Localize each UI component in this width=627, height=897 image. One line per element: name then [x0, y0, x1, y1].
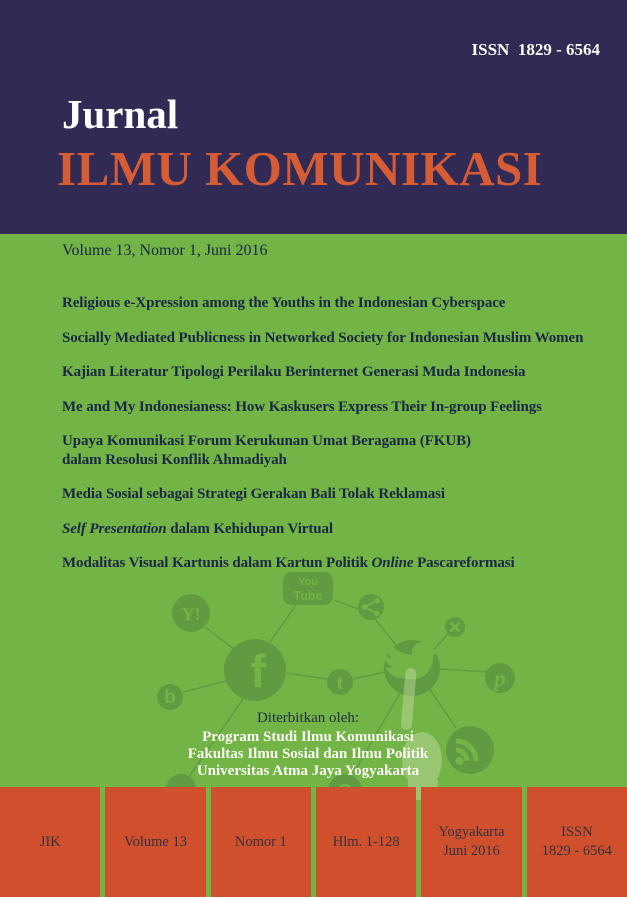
- article-title-text: Me and My Indonesianess: How Kaskusers Express Their In-group Feelings: [62, 398, 542, 415]
- article-title-text: dalam Kehidupan Virtual: [166, 520, 333, 537]
- footer-cell-line: Juni 2016: [443, 843, 500, 859]
- footer-cell-line: Yogyakarta: [438, 824, 505, 840]
- svg-text:t: t: [336, 670, 344, 694]
- svg-text:f: f: [250, 645, 266, 697]
- twitter-icon: [327, 669, 353, 695]
- article-title: [62, 398, 622, 417]
- footer-cell: [0, 787, 100, 897]
- article-title-text: Socially Mediated Publicness in Networked Society for Indonesian Muslim Women: [62, 329, 584, 346]
- svg-text:Y!: Y!: [181, 604, 201, 624]
- article-title-text: Religious e-Xpression among the Youths in the Indonesian Cyberspace: [62, 295, 506, 311]
- article-title-text: Modalitas Visual Kartunis dalam Kartun Politik: [62, 555, 372, 571]
- footer-cell: [211, 787, 311, 897]
- svg-text:p: p: [494, 666, 506, 691]
- article-title: [62, 485, 622, 504]
- footer-cell-line: Hlm. 1-128: [332, 833, 400, 850]
- masthead: [0, 0, 627, 234]
- article-title: [62, 520, 622, 539]
- issn-top: ISSN 1829 - 6564: [471, 40, 600, 59]
- article-title-text: Kajian Literatur Tipologi Perilaku Berinternet Generasi Muda Indonesia: [62, 364, 526, 380]
- footer-cell: [421, 787, 521, 897]
- article-title-text: dalam Resolusi Konflik Ahmadiyah: [62, 451, 287, 468]
- mail-icon: [445, 617, 465, 637]
- publisher-label: Diterbitkan oleh:: [256, 710, 360, 726]
- journal-title: ILMU KOMUNIKASI: [57, 141, 543, 196]
- article-title: [62, 432, 622, 469]
- footer-cell-line: 1829 - 6564: [541, 843, 612, 859]
- footer-cell: [105, 787, 205, 897]
- share-icon: [358, 594, 384, 620]
- youtube-icon: [283, 572, 333, 605]
- blogger-icon: [157, 684, 183, 710]
- pinterest-icon: [485, 663, 515, 693]
- footer-cell-line: Volume 13: [124, 833, 187, 850]
- svg-text:Tube: Tube: [293, 589, 323, 603]
- footer-cell-line: Nomor 1: [234, 833, 287, 850]
- article-title-text: Pascareformasi: [413, 555, 515, 571]
- article-list: [62, 294, 622, 589]
- svg-text:You: You: [298, 576, 318, 588]
- article-title-text: Self Presentation: [62, 520, 167, 537]
- article-title: [62, 294, 622, 313]
- facebook-icon: [224, 639, 286, 701]
- footer-table: [0, 787, 627, 897]
- footer-cell: [316, 787, 416, 897]
- yahoo-icon: [172, 594, 210, 632]
- publisher-line: Program Studi Ilmu Komunikasi: [202, 729, 414, 745]
- article-title: [62, 363, 622, 382]
- footer-cell: [527, 787, 627, 897]
- article-title: [62, 329, 622, 348]
- svg-text:b: b: [164, 687, 176, 708]
- publisher-line: Fakultas Ilmu Sosial dan Ilmu Politik: [187, 745, 429, 762]
- article-title-text: Media Sosial sebagai Strategi Gerakan Bali Tolak Reklamasi: [62, 486, 445, 502]
- publisher-block: [0, 710, 616, 779]
- footer-cell-line: ISSN: [561, 824, 593, 840]
- footer-cell-line: JIK: [39, 833, 61, 850]
- article-title-text: Upaya Komunikasi Forum Kerukunan Umat Beragama (FKUB): [62, 433, 471, 449]
- publisher-line: Universitas Atma Jaya Yogyakarta: [196, 762, 420, 779]
- article-title-text: Online: [371, 555, 414, 571]
- volume-line: Volume 13, Nomor 1, Juni 2016: [62, 242, 268, 259]
- journal-pretitle: Jurnal: [62, 91, 179, 137]
